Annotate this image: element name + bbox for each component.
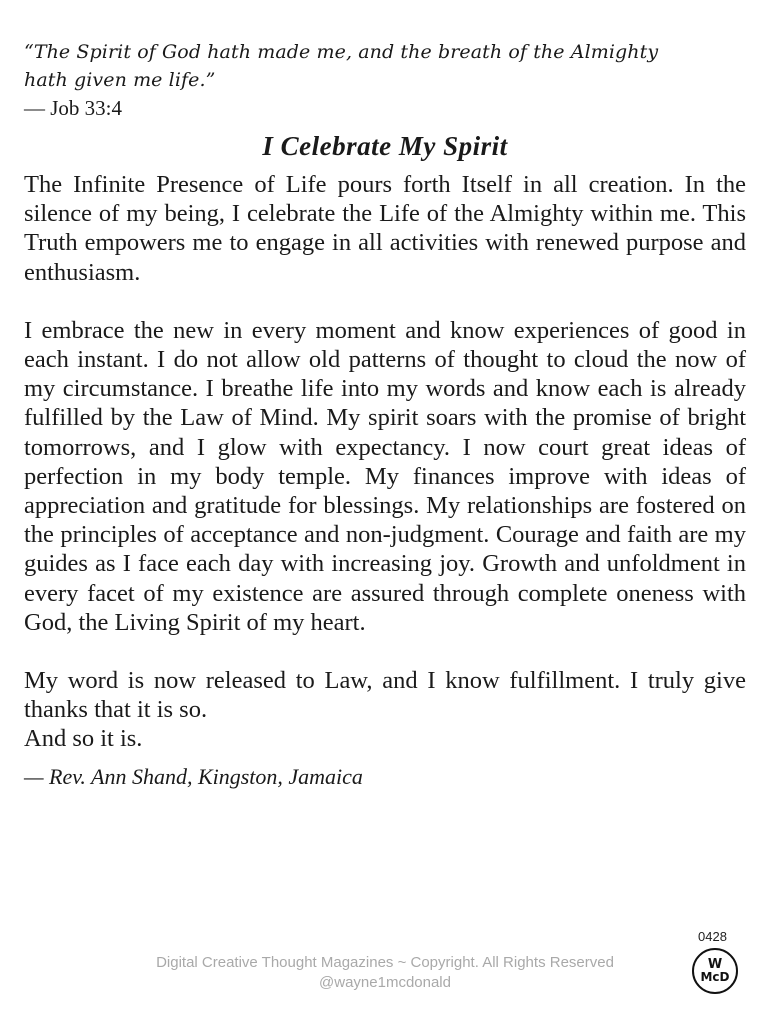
article (24, 38, 746, 792)
body-paragraph-1: The Infinite Presence of Life pours forth Itself in all creation. In the silence of my being, I celebrate the Life of the Almighty within me. This Truth empowers me to engage in all activities with renewed purpose and enthusiasm. (24, 171, 746, 286)
logo-line-1: W (707, 957, 723, 972)
logo-line-2: McD (700, 970, 730, 984)
author-attribution: — Rev. Ann Shand, Kingston, Jamaica (24, 763, 363, 789)
footer (130, 953, 640, 993)
footer-handle: @wayne1mcdonald (319, 974, 451, 991)
epigraph-quote (24, 38, 746, 94)
epigraph-line-1: “The Spirit of God hath made me, and the breath of the Almighty (24, 41, 659, 63)
wmcd-logo-icon (692, 948, 738, 994)
epigraph-line-2: hath given me life.” (24, 69, 216, 91)
epigraph-citation: — Job 33:4 (24, 96, 123, 120)
body-paragraph-2: I embrace the new in every moment and know experiences of good in each instant. I do not allow old patterns of thought to cloud the now of my circumstance. I breathe life into my words and know each is already fulfilled by the Law of Mind. My spirit soars with the promise of bright tomorrows, and I glow with expectancy. I now court great ideas of perfection in my body temple. My finances improve with ideas of appreciation and gratitude for blessings. My relationships are fostered on the principles of acceptance and non-judgment. Courage and faith are my guides as I face each day with increasing joy. Growth and unfoldment in every facet of my existence are assured through complete oneness with God, the Living Spirit of my heart. (24, 316, 746, 636)
issue-code: 0428 (698, 929, 727, 944)
article-title: I Celebrate My Spirit (262, 131, 508, 161)
closing-amen: And so it is. (24, 725, 143, 753)
closing-statement: My word is now released to Law, and I know fulfillment. I truly give thanks that it is so. (24, 667, 746, 724)
footer-copyright: Digital Creative Thought Magazines ~ Copyright. All Rights Reserved (156, 954, 614, 971)
